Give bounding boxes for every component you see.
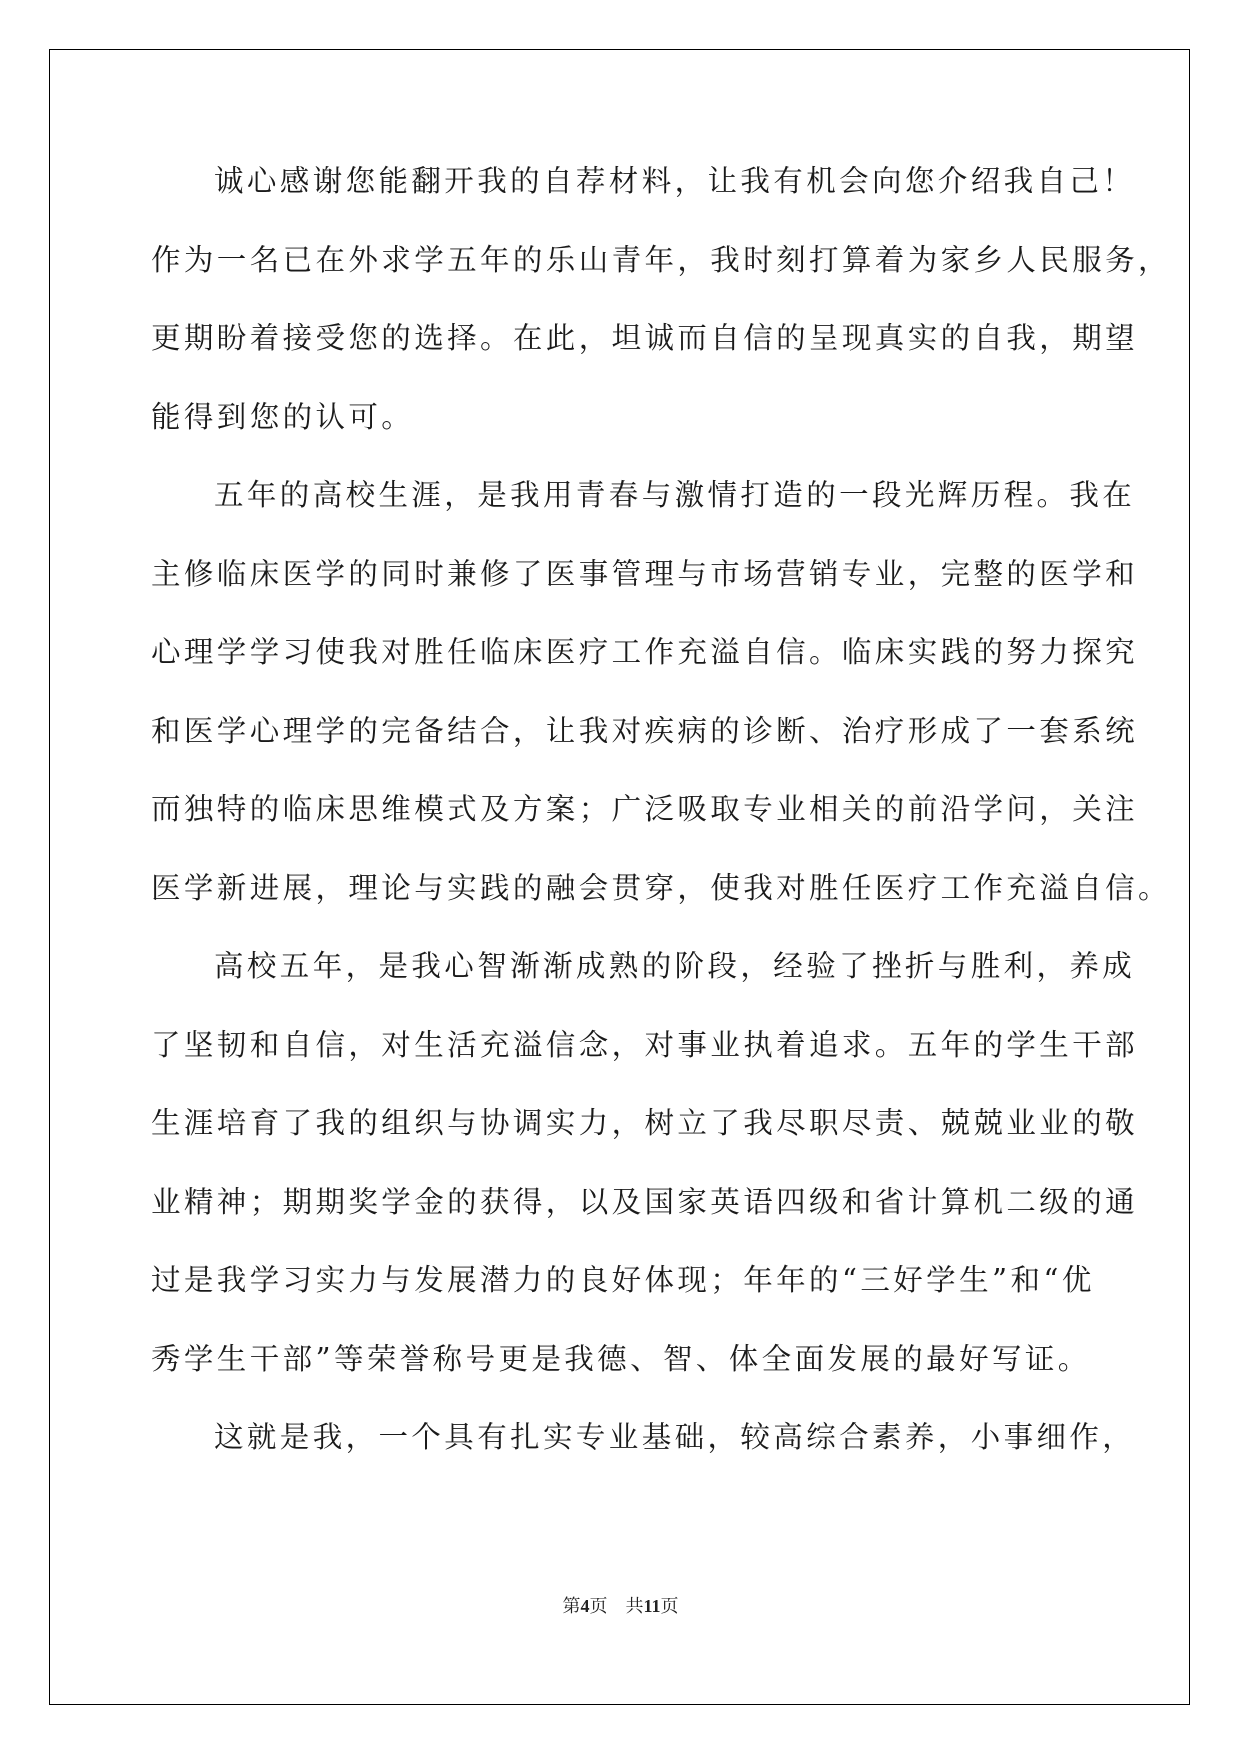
text-line: 了坚韧和自信，对生活充溢信念，对事业执着追求。五年的学生干部 bbox=[151, 1027, 1139, 1062]
page-footer bbox=[0, 1592, 1241, 1618]
text-line: 和医学心理学的完备结合，让我对疾病的诊断、治疗形成了一套系统 bbox=[151, 713, 1139, 748]
page-suffix: 页 bbox=[589, 1596, 608, 1616]
text-line: 过是我学习实力与发展潜力的良好体现；年年的“三好学生”和“优 bbox=[151, 1263, 1095, 1297]
text-line: 而独特的临床思维模式及方案；广泛吸取专业相关的前沿学问，关注 bbox=[151, 792, 1139, 826]
text-line: 高校五年，是我心智渐渐成熟的阶段，经验了挫折与胜利，养成 bbox=[214, 949, 1136, 983]
document-body bbox=[151, 159, 1171, 1494]
text-line: 五年的高校生涯，是我用青春与激情打造的一段光辉历程。我在 bbox=[214, 478, 1136, 512]
text-line: 业精神；期期奖学金的获得，以及国家英语四级和省计算机二级的通 bbox=[151, 1184, 1139, 1219]
text-line: 这就是我，一个具有扎实专业基础，较高综合素养，小事细作， bbox=[214, 1420, 1136, 1454]
total-prefix: 共 bbox=[625, 1596, 644, 1616]
total-suffix: 页 bbox=[660, 1596, 679, 1616]
text-line: 更期盼着接受您的选择。在此，坦诚而自信的呈现真实的自我，期望 bbox=[151, 321, 1139, 355]
text-line: 诚心感谢您能翻开我的自荐材料，让我有机会向您介绍我自己！ bbox=[214, 164, 1136, 198]
page-prefix: 第 bbox=[562, 1596, 581, 1616]
text-line: 心理学学习使我对胜任临床医疗工作充溢自信。临床实践的努力探究 bbox=[151, 635, 1139, 669]
total-pages: 11 bbox=[643, 1596, 661, 1616]
page-number: 4 bbox=[580, 1596, 590, 1616]
text-line: 作为一名已在外求学五年的乐山青年，我时刻打算着为家乡人民服务， bbox=[151, 242, 1171, 277]
text-line: 主修临床医学的同时兼修了医事管理与市场营销专业，完整的医学和 bbox=[151, 556, 1139, 591]
text-line: 秀学生干部”等荣誉称号更是我德、智、体全面发展的最好写证。 bbox=[151, 1341, 1091, 1376]
text-line: 能得到您的认可。 bbox=[151, 399, 415, 434]
text-line: 生涯培育了我的组织与协调实力，树立了我尽职尽责、兢兢业业的敬 bbox=[151, 1106, 1139, 1140]
text-line: 医学新进展，理论与实践的融会贯穿，使我对胜任医疗工作充溢自信。 bbox=[151, 870, 1171, 905]
